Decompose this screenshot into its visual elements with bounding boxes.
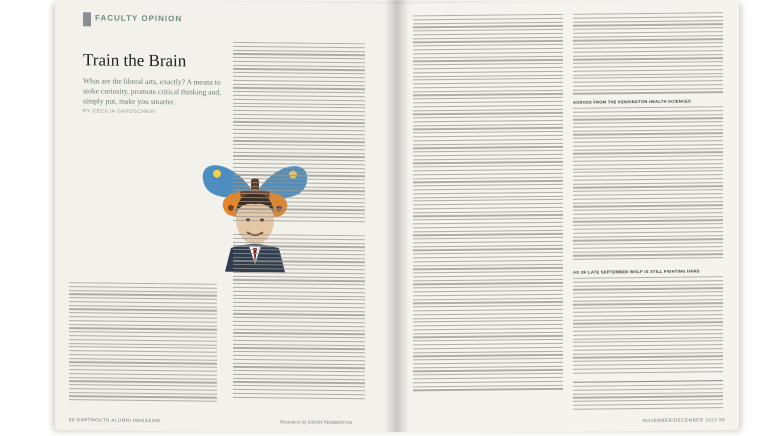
section-tab <box>83 12 91 26</box>
body-column-top <box>233 42 365 231</box>
article-byline: BY CECILIA GAPOSCHKIN <box>83 108 156 116</box>
illustration-credit: illustration by SIMON PEMBERTON <box>280 419 352 426</box>
left-folio: 58 DARTMOUTH ALUMNI MAGAZINE <box>69 417 161 424</box>
subhead-1: ACROSS FROM THE KENSINGTON HEALTH SCIENCES <box>573 98 692 105</box>
author-bio <box>573 384 723 420</box>
article-title: Train the Brain <box>83 50 187 71</box>
right-column-2-top <box>573 12 723 98</box>
right-column-2-mid <box>573 106 723 268</box>
body-column-2 <box>233 234 365 415</box>
right-column-1 <box>413 14 563 416</box>
article-deck: What are the liberal arts, exactly? A means to stoke curiosity, promote critical thinking and, simply put, make you smarter. <box>83 76 222 107</box>
left-page <box>55 0 397 434</box>
subhead-2: AS OF LATE SEPTEMBER WOLF IS STILL FIGHTING HARD <box>573 268 700 275</box>
right-column-2-bottom <box>573 276 723 378</box>
right-folio: NOVEMBER/DECEMBER 2023 59 <box>642 417 725 424</box>
body-column-1 <box>69 282 217 414</box>
bio-rule <box>573 380 723 383</box>
section-label: FACULTY OPINION <box>95 13 183 24</box>
right-page <box>397 0 739 434</box>
spine-gutter <box>385 0 409 432</box>
